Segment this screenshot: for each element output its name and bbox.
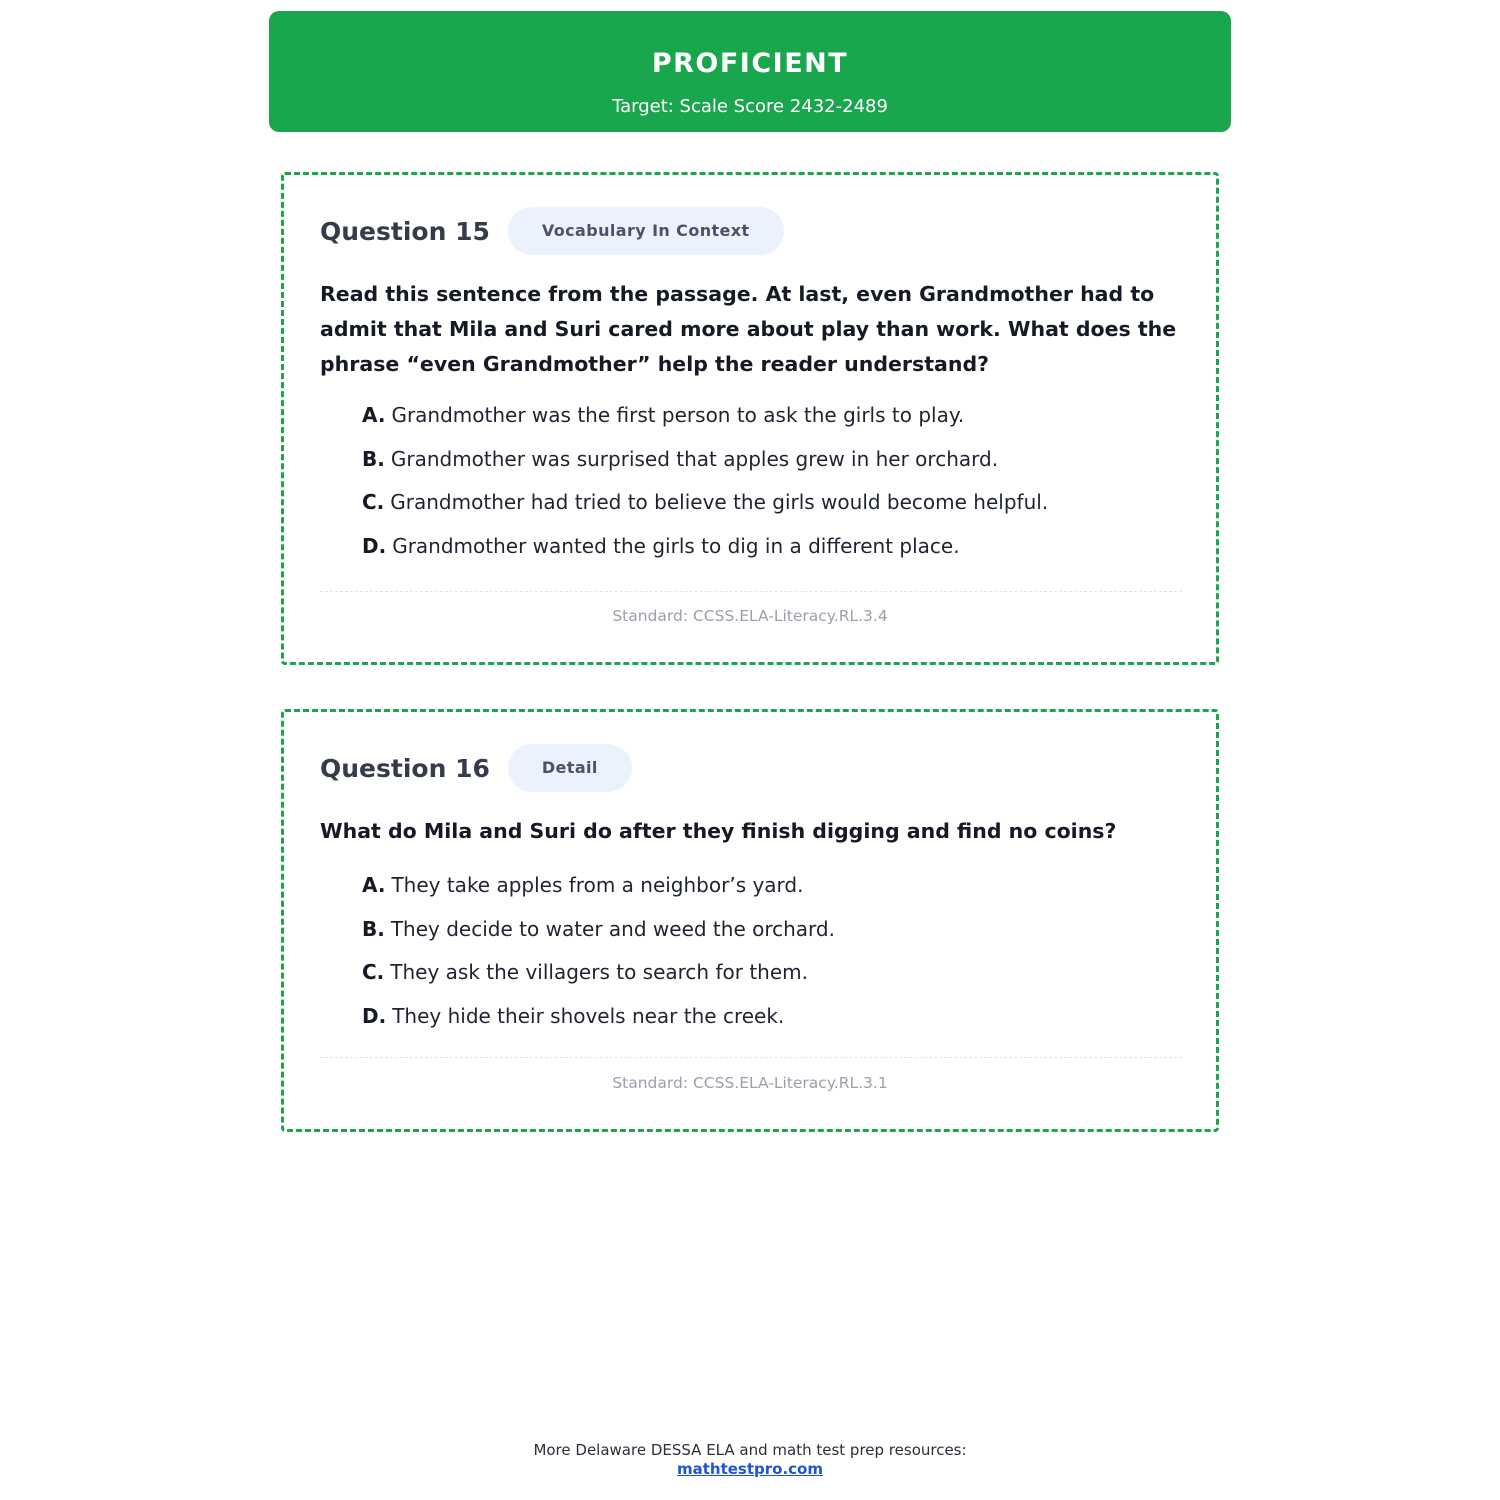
question-card-16 (281, 709, 1219, 1132)
answer-option-b[interactable] (362, 913, 1182, 957)
answer-option-c[interactable] (362, 486, 1182, 530)
question-text: What do Mila and Suri do after they finish digging and find no coins? (320, 819, 1117, 843)
standard-label: Standard: CCSS.ELA-Literacy.RL.3.1 (612, 1074, 888, 1092)
divider (320, 1057, 1182, 1058)
banner-subtitle: Target: Scale Score 2432-2489 (612, 96, 888, 117)
option-letter: A. (362, 873, 386, 897)
option-letter: C. (362, 960, 385, 985)
answer-options (362, 869, 1182, 1043)
question-tag: Vocabulary In Context (508, 207, 784, 255)
answer-option-c[interactable] (362, 956, 1182, 1000)
option-text: Grandmother wanted the girls to dig in a different place. (392, 533, 960, 558)
option-text: Grandmother was the first person to ask the girls to play. (391, 403, 965, 427)
option-text: Grandmother was surprised that apples grew in her orchard. (390, 446, 999, 471)
question-tag: Detail (508, 744, 632, 792)
footer-link[interactable]: mathtestpro.com (676, 1460, 823, 1478)
question-text: Read this sentence from the passage. At last, even Grandmother had to admit that Mila and Suri cared more about play than work. What does the phrase “even Grandmother” help the reader understand? (320, 282, 1177, 376)
option-letter: A. (362, 403, 386, 427)
option-letter: C. (362, 490, 385, 515)
footer-text: More Delaware DESSA ELA and math test prep resources: (533, 1441, 967, 1459)
answer-option-d[interactable] (362, 530, 1182, 574)
answer-option-a[interactable] (362, 399, 1182, 443)
answer-options (362, 399, 1182, 573)
footer (0, 1441, 1500, 1479)
question-number: Question 15 (320, 216, 490, 246)
question-number: Question 16 (320, 753, 490, 783)
option-text: They decide to water and weed the orchard. (390, 916, 835, 941)
option-letter: D. (362, 533, 387, 558)
question-header (320, 744, 632, 792)
question-card-15 (281, 172, 1219, 665)
answer-option-d[interactable] (362, 1000, 1182, 1044)
option-letter: B. (362, 916, 385, 941)
option-text: Grandmother had tried to believe the girls would become helpful. (390, 490, 1049, 515)
question-header (320, 207, 784, 255)
option-letter: B. (362, 446, 385, 471)
divider (320, 591, 1182, 592)
standard-label: Standard: CCSS.ELA-Literacy.RL.3.4 (612, 607, 888, 625)
option-text: They ask the villagers to search for them. (390, 960, 808, 985)
banner-title: PROFICIENT (651, 48, 849, 79)
option-text: They take apples from a neighbor’s yard. (391, 873, 804, 897)
answer-option-a[interactable] (362, 869, 1182, 913)
answer-option-b[interactable] (362, 443, 1182, 487)
option-text: They hide their shovels near the creek. (392, 1003, 785, 1028)
level-banner (269, 11, 1231, 132)
option-letter: D. (362, 1003, 387, 1028)
